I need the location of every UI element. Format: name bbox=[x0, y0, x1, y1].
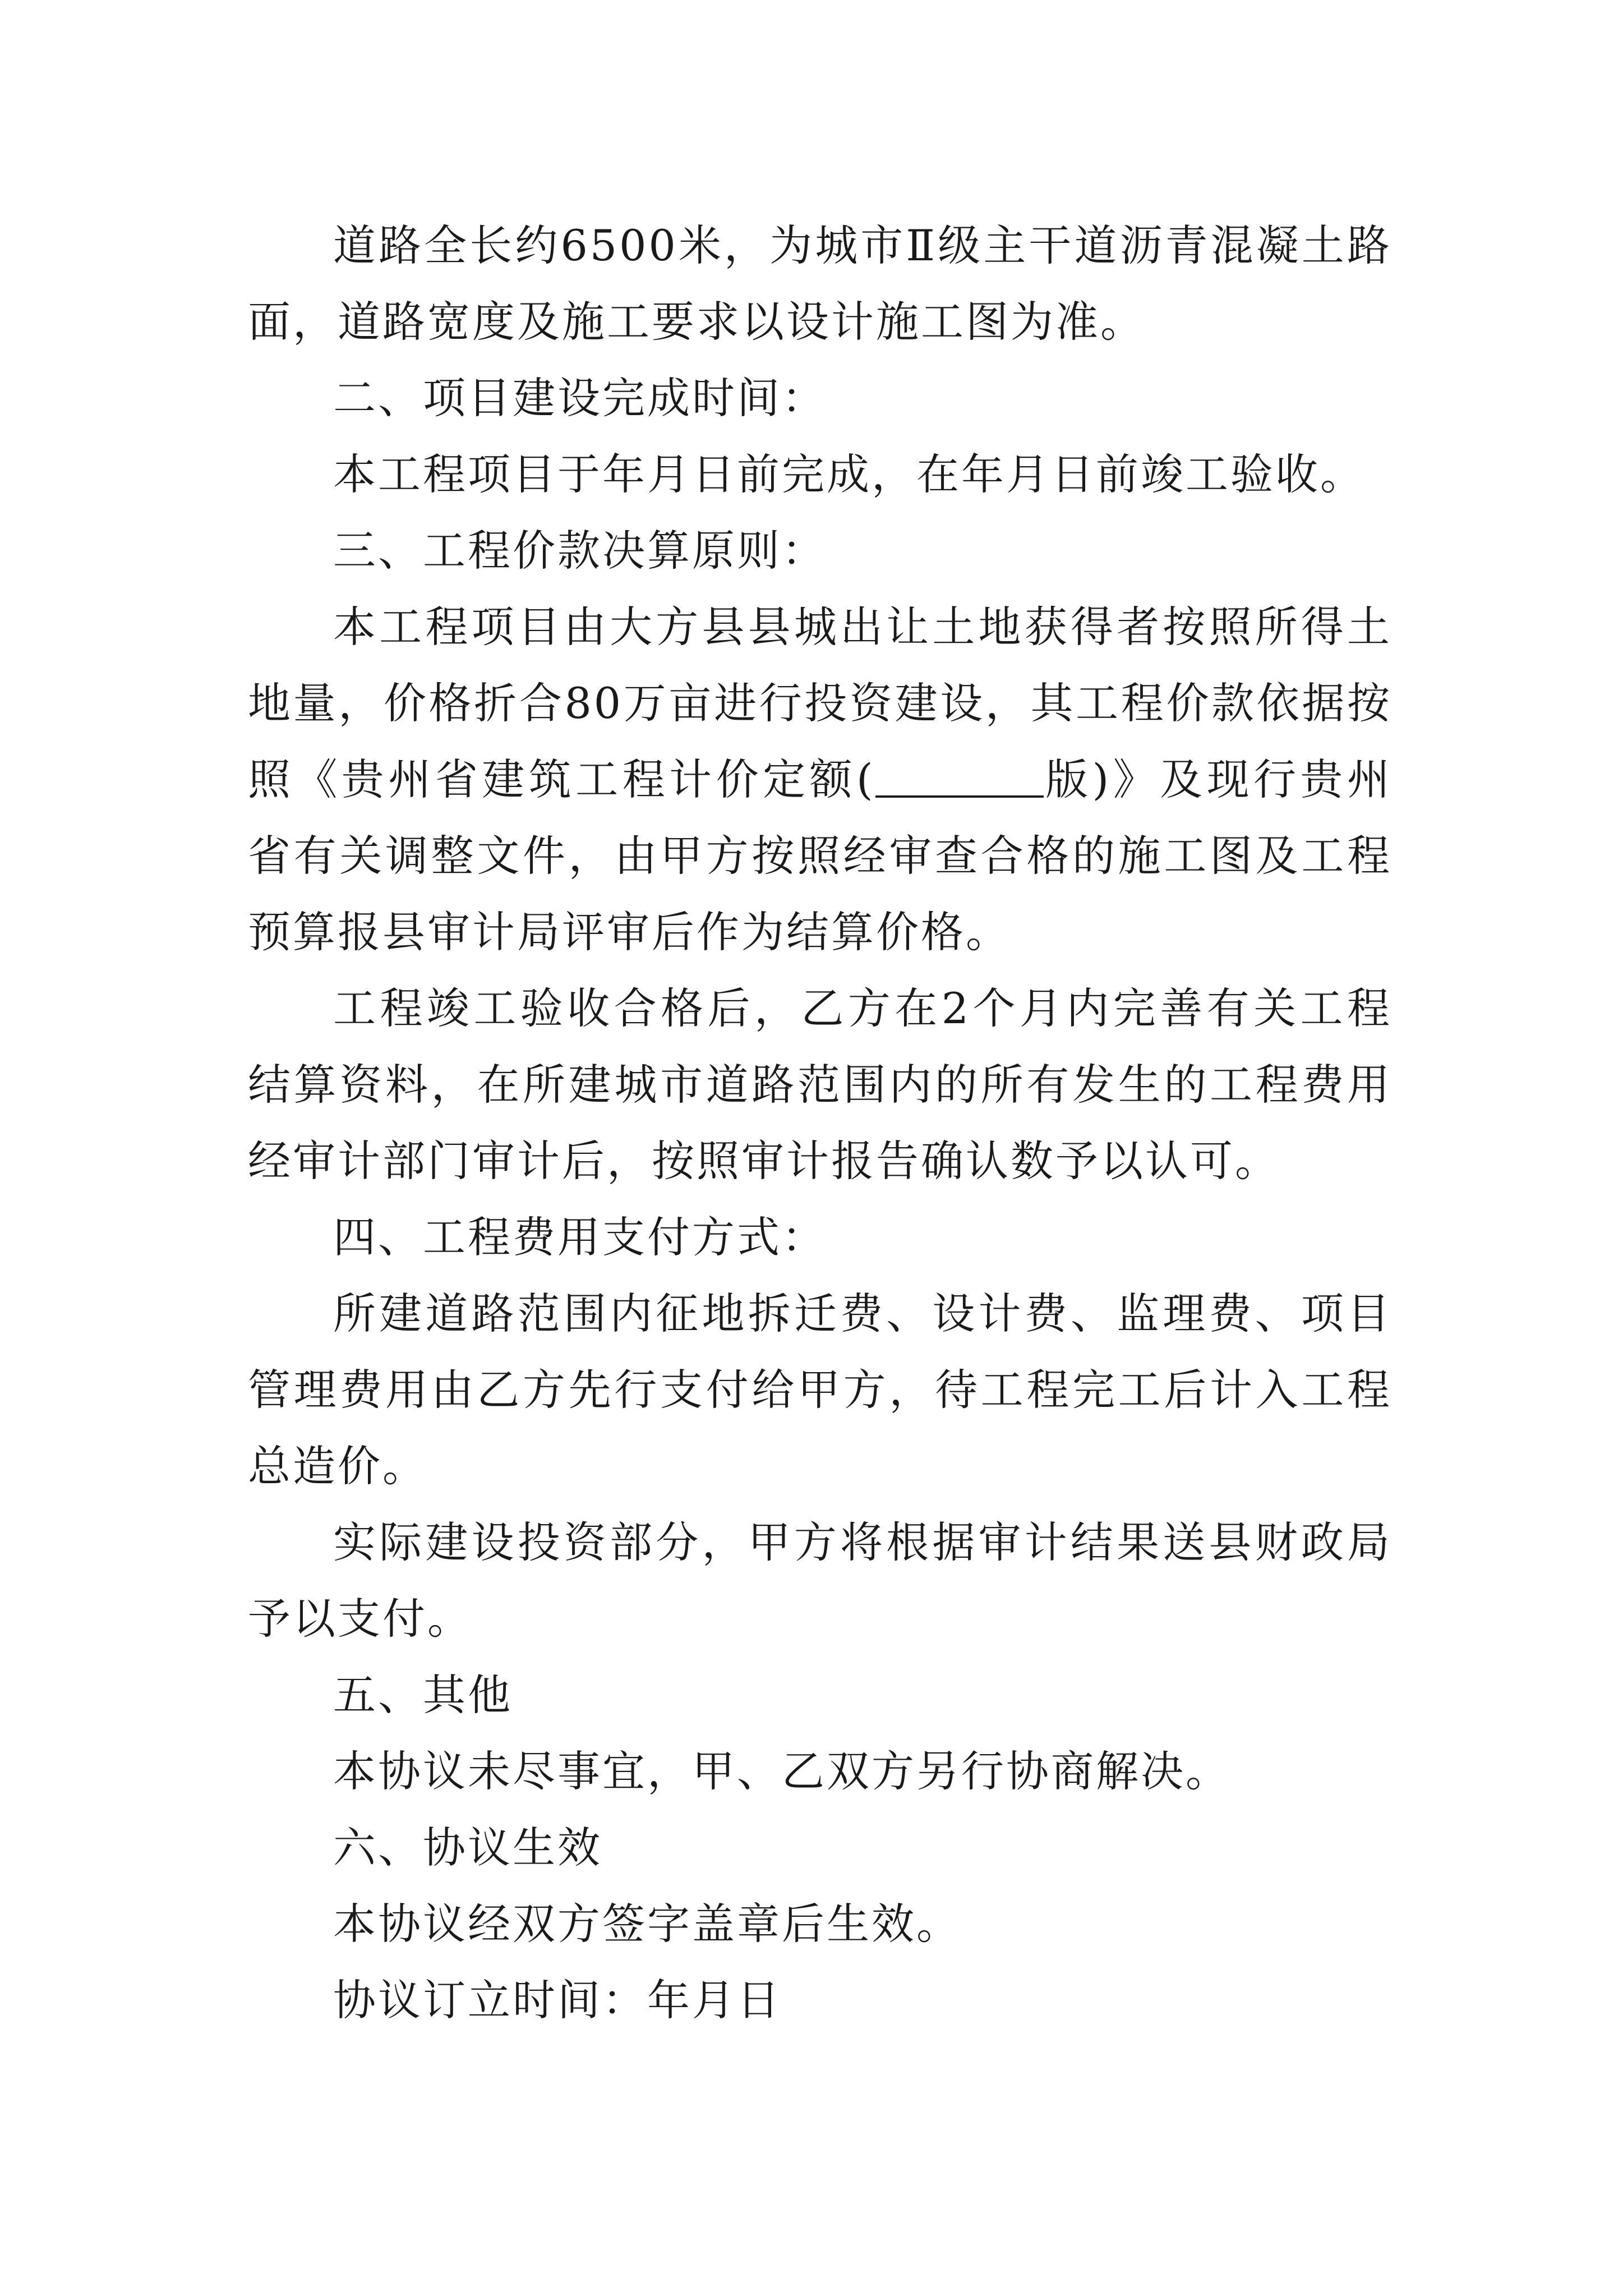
settlement-text-after-blank: 版)》及现行贵州省有关调整文件，由甲方按照经审查合格的施工图及工程预算报县审计局评审后作为结算价格。 bbox=[248, 754, 1392, 957]
section-heading-completion-time: 二、项目建设完成时间： bbox=[333, 373, 827, 423]
paragraph-fees-prepayment: 所建道路范围内征地拆迁费、设计费、监理费、项目管理费用由乙方先行支付给甲方，待工程完工后计入工程总造价。 bbox=[248, 1289, 1392, 1491]
section-heading-settlement-principle: 三、工程价款决算原则： bbox=[333, 526, 827, 576]
document-body bbox=[248, 208, 1392, 2039]
section-heading-effectiveness: 六、协议生效 bbox=[333, 1823, 602, 1872]
paragraph-road-description: 道路全长约6500米，为城市Ⅱ级主干道沥青混凝土路面，道路宽度及施工要求以设计施工图为准。 bbox=[248, 220, 1392, 347]
paragraph-effectiveness: 本协议经双方签字盖章后生效。 bbox=[333, 1899, 961, 1949]
paragraph-settlement-principle bbox=[248, 589, 1392, 970]
paragraph-investment-payment: 实际建设投资部分，甲方将根据审计结果送县财政局予以支付。 bbox=[248, 1517, 1392, 1644]
section-heading-payment-method: 四、工程费用支付方式： bbox=[333, 1212, 827, 1262]
edition-blank-line bbox=[875, 756, 1044, 798]
paragraph-completion-time: 本工程项目于年月日前完成，在年月日前竣工验收。 bbox=[333, 449, 1365, 499]
paragraph-acceptance-settlement: 工程竣工验收合格后，乙方在2个月内完善有关工程结算资料，在所建城市道路范围内的所有发生的工程费用经审计部门审计后，按照审计报告确认数予以认可。 bbox=[248, 983, 1392, 1186]
paragraph-other: 本协议未尽事宜，甲、乙双方另行协商解决。 bbox=[333, 1746, 1230, 1796]
paragraph-signing-date: 协议订立时间：年月日 bbox=[333, 1975, 782, 2025]
section-heading-other: 五、其他 bbox=[333, 1670, 513, 1720]
settlement-text-before-blank: 本工程项目由大方县县城出让土地获得者按照所得土地量，价格折合80万亩进行投资建设，其工程价款依据按照《贵州省建筑工程计价定额( bbox=[248, 602, 1392, 804]
